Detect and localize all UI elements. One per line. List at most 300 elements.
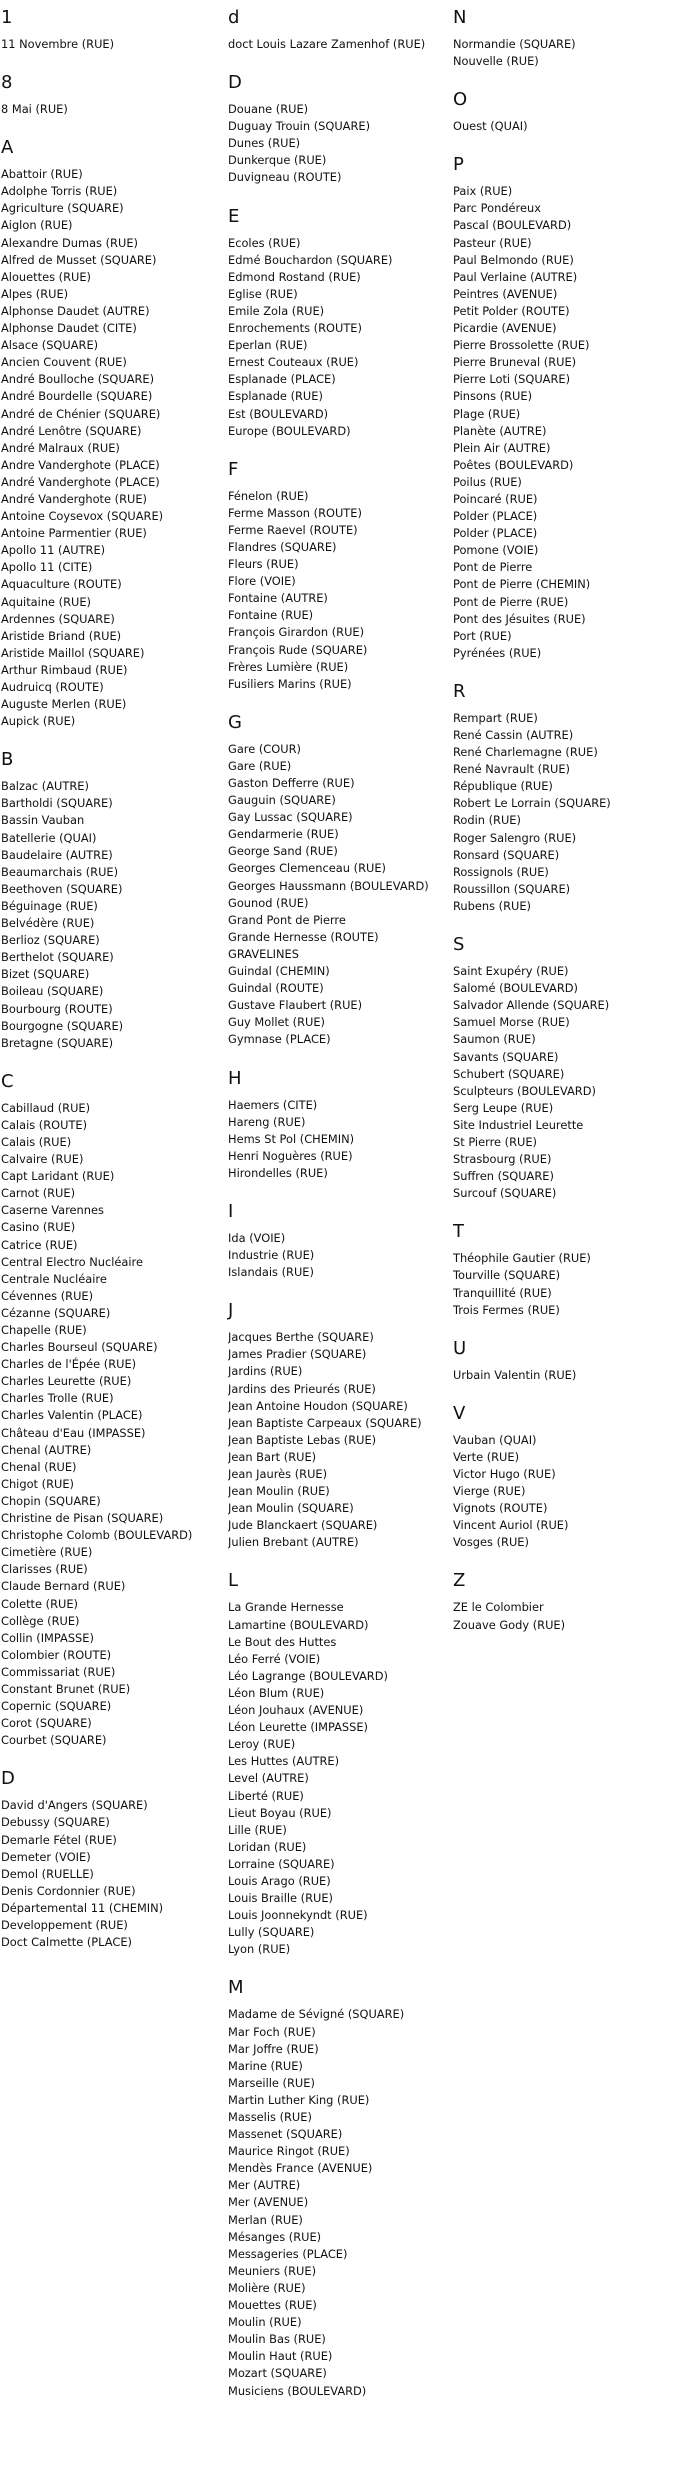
street-list bbox=[453, 36, 673, 70]
index-section bbox=[228, 6, 448, 71]
street-entry: Rossignols (RUE) bbox=[453, 864, 549, 879]
street-entry: Constant Brunet (RUE) bbox=[1, 1681, 131, 1696]
index-section bbox=[1, 6, 223, 71]
street-list bbox=[228, 1599, 448, 1958]
street-entry: Ouest (QUAI) bbox=[453, 119, 528, 134]
street-entry: Léo Lagrange (BOULEVARD) bbox=[228, 1668, 388, 1683]
street-entry: Apollo 11 (AUTRE) bbox=[1, 543, 106, 558]
street-entry: Charles Valentin (PLACE) bbox=[1, 1408, 143, 1423]
street-entry: Paul Verlaine (AUTRE) bbox=[453, 269, 578, 284]
street-entry: Guindal (CHEMIN) bbox=[228, 964, 330, 979]
street-entry: Vincent Auriol (RUE) bbox=[453, 1518, 569, 1533]
street-entry: Jean Moulin (SQUARE) bbox=[228, 1501, 354, 1516]
street-entry: Collège (RUE) bbox=[1, 1613, 80, 1628]
street-list bbox=[453, 1250, 673, 1318]
section-spacer bbox=[1, 118, 223, 136]
street-entry: Pierre Loti (SQUARE) bbox=[453, 372, 571, 387]
street-entry: Jean Jaurès (RUE) bbox=[228, 1467, 328, 1481]
street-list bbox=[1, 36, 223, 53]
street-entry: Fontaine (RUE) bbox=[228, 608, 314, 623]
street-entry: Verte (RUE) bbox=[453, 1449, 520, 1464]
street-entry: Bourbourg (ROUTE) bbox=[1, 1001, 113, 1016]
street-entry: Courbet (SQUARE) bbox=[1, 1733, 107, 1748]
street-entry: Jean Antoine Houdon (SQUARE) bbox=[228, 1398, 408, 1413]
street-entry: Pasteur (RUE) bbox=[453, 235, 532, 250]
section-spacer bbox=[1, 1951, 223, 1969]
street-entry: Copernic (SQUARE) bbox=[1, 1699, 112, 1714]
index-section bbox=[1, 136, 223, 748]
street-entry: Arthur Rimbaud (RUE) bbox=[1, 662, 128, 677]
street-entry: Level (AUTRE) bbox=[228, 1771, 309, 1786]
section-letter-heading: O bbox=[453, 89, 468, 111]
street-entry: Auguste Merlen (RUE) bbox=[1, 697, 127, 712]
index-section bbox=[453, 1337, 673, 1402]
street-list bbox=[1, 1100, 223, 1750]
street-entry: Gauguin (SQUARE) bbox=[228, 793, 336, 808]
street-entry: Savants (SQUARE) bbox=[453, 1049, 559, 1064]
street-entry: Baudelaire (AUTRE) bbox=[1, 847, 113, 862]
street-entry: Beaumarchais (RUE) bbox=[1, 864, 119, 879]
street-entry: Central Electro Nucléaire bbox=[1, 1254, 143, 1269]
section-letter-heading: G bbox=[228, 711, 242, 733]
section-spacer bbox=[453, 1202, 673, 1220]
street-entry: Commissariat (RUE) bbox=[1, 1664, 116, 1679]
section-letter-heading: D bbox=[1, 1768, 15, 1790]
street-entry: Liberté (RUE) bbox=[228, 1788, 304, 1803]
street-entry: La Grande Hernesse bbox=[228, 1600, 344, 1615]
street-entry: St Pierre (RUE) bbox=[453, 1134, 537, 1149]
street-entry: Moulin Bas (RUE) bbox=[228, 2332, 326, 2347]
street-entry: Mozart (SQUARE) bbox=[228, 2366, 327, 2381]
index-section bbox=[1, 1070, 223, 1768]
street-entry: Cabillaud (RUE) bbox=[1, 1100, 91, 1115]
street-entry: Zouave Gody (RUE) bbox=[453, 1617, 566, 1632]
street-entry: Robert Le Lorrain (SQUARE) bbox=[453, 796, 611, 811]
street-entry: Corot (SQUARE) bbox=[1, 1716, 92, 1731]
street-list bbox=[228, 1329, 448, 1551]
street-entry: Poincaré (RUE) bbox=[453, 491, 538, 506]
street-entry: Batellerie (QUAI) bbox=[1, 830, 97, 845]
section-letter-heading: 8 bbox=[1, 72, 13, 94]
street-list bbox=[228, 741, 448, 1049]
street-entry: Vierge (RUE) bbox=[453, 1484, 526, 1499]
street-entry: Rodin (RUE) bbox=[453, 813, 521, 828]
street-entry: Adolphe Torris (RUE) bbox=[1, 184, 118, 199]
street-entry: Pont des Jésuites (RUE) bbox=[453, 611, 586, 626]
street-list bbox=[453, 1367, 673, 1384]
section-spacer bbox=[453, 1551, 673, 1569]
street-entry: Mouettes (RUE) bbox=[228, 2298, 317, 2313]
street-entry: Fleurs (RUE) bbox=[228, 557, 299, 572]
street-list bbox=[453, 183, 673, 662]
street-entry: Duguay Trouin (SQUARE) bbox=[228, 119, 371, 134]
index-section bbox=[1, 748, 223, 1070]
street-entry: Industrie (RUE) bbox=[228, 1248, 315, 1263]
street-entry: Alsace (SQUARE) bbox=[1, 338, 99, 353]
street-entry: Cézanne (SQUARE) bbox=[1, 1305, 111, 1320]
street-entry: Jean Baptiste Lebas (RUE) bbox=[228, 1432, 377, 1447]
street-entry: Gaston Defferre (RUE) bbox=[228, 776, 355, 790]
street-entry: Alexandre Dumas (RUE) bbox=[1, 235, 138, 250]
street-entry: Jacques Berthe (SQUARE) bbox=[228, 1330, 374, 1345]
street-entry: Eglise (RUE) bbox=[228, 286, 298, 301]
street-entry: Vosges (RUE) bbox=[453, 1535, 529, 1550]
street-entry: Pont de Pierre (RUE) bbox=[453, 594, 569, 609]
street-entry: Boileau (SQUARE) bbox=[1, 984, 104, 999]
street-entry: Alphonse Daudet (CITE) bbox=[1, 321, 137, 336]
street-entry: Bizet (SQUARE) bbox=[1, 967, 90, 982]
index-section bbox=[453, 6, 673, 88]
street-entry: Fénelon (RUE) bbox=[228, 488, 309, 503]
street-list bbox=[453, 118, 673, 135]
section-letter-heading: T bbox=[453, 1221, 464, 1243]
street-entry: Ronsard (SQUARE) bbox=[453, 847, 560, 862]
street-entry: Pascal (BOULEVARD) bbox=[453, 218, 572, 233]
street-entry: Bassin Vauban bbox=[1, 813, 85, 828]
index-section bbox=[453, 153, 673, 680]
street-entry: Agriculture (SQUARE) bbox=[1, 201, 124, 216]
street-entry: Haemers (CITE) bbox=[228, 1097, 318, 1112]
street-entry: René Navrault (RUE) bbox=[453, 762, 570, 777]
street-entry: Alouettes (RUE) bbox=[1, 269, 91, 284]
street-entry: 11 Novembre (RUE) bbox=[1, 37, 115, 51]
street-entry: Rubens (RUE) bbox=[453, 898, 531, 913]
street-entry: Saint Exupéry (RUE) bbox=[453, 964, 569, 979]
street-entry: Nouvelle (RUE) bbox=[453, 54, 539, 69]
street-entry: Parc Pondéreux bbox=[453, 201, 541, 216]
street-entry: GRAVELINES bbox=[228, 946, 299, 961]
street-entry: David d'Angers (SQUARE) bbox=[1, 1798, 148, 1813]
street-entry: Doct Calmette (PLACE) bbox=[1, 1935, 132, 1950]
index-section bbox=[228, 1200, 448, 1299]
street-entry: Aristide Maillol (SQUARE) bbox=[1, 645, 145, 660]
street-entry: Plein Air (AUTRE) bbox=[453, 440, 551, 455]
section-letter-heading: d bbox=[228, 7, 240, 28]
street-entry: Poêtes (BOULEVARD) bbox=[453, 457, 574, 472]
street-entry: Georges Haussmann (BOULEVARD) bbox=[228, 878, 429, 893]
street-entry: Jean Bart (RUE) bbox=[228, 1449, 317, 1464]
street-entry: Est (BOULEVARD) bbox=[228, 406, 329, 421]
street-entry: Collin (IMPASSE) bbox=[1, 1630, 94, 1645]
index-section bbox=[228, 71, 448, 204]
index-column-2 bbox=[225, 0, 450, 2418]
section-letter-heading: J bbox=[228, 1300, 234, 1322]
street-entry: Meuniers (RUE) bbox=[228, 2263, 317, 2278]
street-entry: Denis Cordonnier (RUE) bbox=[1, 1883, 136, 1898]
street-entry: Aupick (RUE) bbox=[1, 714, 76, 729]
street-entry: Calais (ROUTE) bbox=[1, 1117, 88, 1132]
street-entry: Plage (RUE) bbox=[453, 406, 521, 421]
street-entry: Berlioz (SQUARE) bbox=[1, 933, 100, 948]
street-entry: Lully (SQUARE) bbox=[228, 1925, 315, 1940]
street-entry: Lille (RUE) bbox=[228, 1822, 287, 1837]
street-entry: Louis Braille (RUE) bbox=[228, 1891, 333, 1906]
street-entry: André Bourdelle (SQUARE) bbox=[1, 389, 153, 404]
street-entry: Léon Blum (RUE) bbox=[228, 1685, 325, 1700]
street-entry: Gustave Flaubert (RUE) bbox=[228, 998, 363, 1013]
street-list bbox=[1, 101, 223, 118]
street-entry: Merlan (RUE) bbox=[228, 2212, 303, 2227]
street-entry: Calvaire (RUE) bbox=[1, 1152, 84, 1167]
street-entry: 8 Mai (RUE) bbox=[1, 102, 68, 117]
street-entry: Messageries (PLACE) bbox=[228, 2246, 348, 2261]
street-entry: Tourville (SQUARE) bbox=[453, 1268, 561, 1283]
index-section bbox=[228, 1976, 448, 2417]
street-entry: Chigot (RUE) bbox=[1, 1476, 74, 1491]
street-entry: François Rude (SQUARE) bbox=[228, 642, 368, 657]
street-entry: Duvigneau (ROUTE) bbox=[228, 170, 342, 185]
street-entry: Casino (RUE) bbox=[1, 1220, 76, 1235]
index-section bbox=[228, 1569, 448, 1976]
index-section bbox=[453, 680, 673, 933]
index-column-1 bbox=[0, 0, 225, 1969]
street-entry: Maurice Ringot (RUE) bbox=[228, 2144, 350, 2159]
index-section bbox=[228, 711, 448, 1067]
street-entry: François Girardon (RUE) bbox=[228, 625, 365, 640]
street-entry: Schubert (SQUARE) bbox=[453, 1066, 565, 1081]
street-entry: Samuel Morse (RUE) bbox=[453, 1015, 570, 1030]
street-list bbox=[1, 166, 223, 730]
street-entry: Julien Brebant (AUTRE) bbox=[228, 1535, 359, 1550]
street-entry: Charles Leurette (RUE) bbox=[1, 1374, 132, 1389]
street-entry: René Cassin (AUTRE) bbox=[453, 728, 574, 742]
section-spacer bbox=[453, 70, 673, 88]
street-entry: Ardennes (SQUARE) bbox=[1, 611, 115, 626]
street-entry: Andre Vanderghote (PLACE) bbox=[1, 457, 160, 472]
street-entry: Marine (RUE) bbox=[228, 2058, 303, 2073]
street-entry: Le Bout des Huttes bbox=[228, 1634, 337, 1649]
index-section bbox=[453, 88, 673, 153]
section-letter-heading: M bbox=[228, 1977, 244, 1999]
street-entry: Hirondelles (RUE) bbox=[228, 1165, 328, 1180]
street-entry: Pierre Brossolette (RUE) bbox=[453, 338, 590, 353]
street-entry: André Vanderghote (PLACE) bbox=[1, 474, 160, 489]
index-section bbox=[228, 205, 448, 458]
section-letter-heading: D bbox=[228, 72, 242, 94]
street-entry: Edmond Rostand (RUE) bbox=[228, 269, 361, 284]
section-spacer bbox=[453, 135, 673, 153]
street-entry: Charles Bourseul (SQUARE) bbox=[1, 1340, 158, 1355]
street-entry: Loridan (RUE) bbox=[228, 1839, 307, 1854]
street-entry: Salomé (BOULEVARD) bbox=[453, 981, 578, 996]
street-list bbox=[453, 1432, 673, 1552]
street-entry: Grand Pont de Pierre bbox=[228, 912, 346, 927]
street-entry: Guindal (ROUTE) bbox=[228, 981, 324, 996]
section-spacer bbox=[1, 1052, 223, 1070]
street-entry: Mésanges (RUE) bbox=[228, 2229, 322, 2244]
street-entry: Jardins des Prieurés (RUE) bbox=[228, 1381, 376, 1396]
street-entry: Molière (RUE) bbox=[228, 2280, 306, 2295]
street-entry: Hems St Pol (CHEMIN) bbox=[228, 1131, 355, 1146]
street-entry: Alpes (RUE) bbox=[1, 286, 69, 301]
street-entry: Pierre Bruneval (RUE) bbox=[453, 355, 577, 370]
street-entry: André Lenôtre (SQUARE) bbox=[1, 423, 142, 438]
street-entry: Pont de Pierre bbox=[453, 560, 533, 575]
section-letter-heading: C bbox=[1, 1070, 14, 1092]
street-list bbox=[453, 710, 673, 915]
street-entry: Charles Trolle (RUE) bbox=[1, 1391, 114, 1406]
street-entry: Catrice (RUE) bbox=[1, 1237, 78, 1252]
street-entry: Port (RUE) bbox=[453, 628, 512, 643]
street-entry: Musiciens (BOULEVARD) bbox=[228, 2383, 367, 2398]
street-entry: Lieut Boyau (RUE) bbox=[228, 1805, 332, 1820]
index-section bbox=[453, 1569, 673, 1651]
section-letter-heading: R bbox=[453, 680, 466, 702]
street-entry: Flore (VOIE) bbox=[228, 574, 296, 589]
street-list bbox=[228, 488, 448, 693]
street-entry: Polder (PLACE) bbox=[453, 526, 538, 541]
street-entry: Picardie (AVENUE) bbox=[453, 321, 557, 336]
street-entry: Edmé Bouchardon (SQUARE) bbox=[228, 252, 393, 267]
street-entry: Château d'Eau (IMPASSE) bbox=[1, 1425, 146, 1440]
street-entry: Berthelot (SQUARE) bbox=[1, 950, 114, 965]
street-entry: Aquaculture (ROUTE) bbox=[1, 577, 122, 592]
street-entry: Demeter (VOIE) bbox=[1, 1849, 91, 1864]
section-letter-heading: Z bbox=[453, 1570, 466, 1592]
street-entry: Islandais (RUE) bbox=[228, 1265, 314, 1280]
street-entry: Antoine Parmentier (RUE) bbox=[1, 526, 147, 541]
section-spacer bbox=[228, 1182, 448, 1200]
street-entry: George Sand (RUE) bbox=[228, 844, 338, 859]
street-entry: Ancien Couvent (RUE) bbox=[1, 355, 127, 370]
section-letter-heading: I bbox=[228, 1200, 234, 1222]
section-letter-heading: A bbox=[1, 137, 14, 159]
street-entry: Lamartine (BOULEVARD) bbox=[228, 1617, 369, 1632]
street-entry: Départemental 11 (CHEMIN) bbox=[1, 1900, 164, 1915]
index-section bbox=[1, 71, 223, 136]
street-entry: Fontaine (AUTRE) bbox=[228, 591, 328, 606]
street-entry: Grande Hernesse (ROUTE) bbox=[228, 929, 379, 944]
street-entry: Demol (RUELLE) bbox=[1, 1866, 94, 1881]
street-entry: Ernest Couteaux (RUE) bbox=[228, 355, 359, 370]
street-entry: Hareng (RUE) bbox=[228, 1114, 306, 1129]
street-entry: Aiglon (RUE) bbox=[1, 218, 73, 233]
section-letter-heading: B bbox=[1, 749, 14, 771]
street-entry: Christophe Colomb (BOULEVARD) bbox=[1, 1528, 193, 1543]
section-spacer bbox=[453, 662, 673, 680]
section-spacer bbox=[228, 1958, 448, 1976]
street-entry: Audruicq (ROUTE) bbox=[1, 680, 104, 694]
street-entry: Gay Lussac (SQUARE) bbox=[228, 810, 353, 825]
street-entry: Gare (RUE) bbox=[228, 758, 292, 773]
street-entry: Beethoven (SQUARE) bbox=[1, 881, 123, 896]
section-letter-heading: E bbox=[228, 205, 240, 227]
street-entry: Masselis (RUE) bbox=[228, 2110, 312, 2124]
street-entry: André Malraux (RUE) bbox=[1, 440, 120, 455]
street-entry: Debussy (SQUARE) bbox=[1, 1815, 110, 1830]
street-entry: Centrale Nucléaire bbox=[1, 1271, 107, 1286]
street-entry: Peintres (AVENUE) bbox=[453, 286, 558, 301]
street-list bbox=[228, 36, 448, 53]
section-spacer bbox=[228, 2400, 448, 2418]
section-spacer bbox=[228, 1551, 448, 1569]
street-entry: Esplanade (RUE) bbox=[228, 389, 323, 404]
street-list bbox=[1, 778, 223, 1052]
street-entry: Suffren (SQUARE) bbox=[453, 1169, 554, 1184]
index-section bbox=[453, 1220, 673, 1336]
street-entry: Gounod (RUE) bbox=[228, 895, 309, 910]
street-entry: Petit Polder (ROUTE) bbox=[453, 303, 570, 318]
section-letter-heading: S bbox=[453, 934, 465, 956]
street-entry: Caserne Varennes bbox=[1, 1203, 104, 1218]
street-list bbox=[228, 235, 448, 440]
street-list bbox=[1, 1797, 223, 1951]
street-entry: Enrochements (ROUTE) bbox=[228, 321, 362, 336]
street-entry: Gare (COUR) bbox=[228, 741, 301, 756]
section-letter-heading: F bbox=[228, 458, 239, 480]
street-entry: Louis Arago (RUE) bbox=[228, 1873, 331, 1888]
street-entry: Trois Fermes (RUE) bbox=[453, 1302, 560, 1317]
street-list bbox=[453, 963, 673, 1202]
street-entry: Surcouf (SQUARE) bbox=[453, 1186, 557, 1201]
street-entry: Alfred de Musset (SQUARE) bbox=[1, 252, 157, 267]
section-spacer bbox=[1, 1749, 223, 1767]
street-entry: doct Louis Lazare Zamenhof (RUE) bbox=[228, 37, 426, 51]
street-entry: Europe (BOULEVARD) bbox=[228, 423, 351, 438]
street-entry: Mer (AUTRE) bbox=[228, 2178, 301, 2193]
street-entry: Balzac (AUTRE) bbox=[1, 779, 89, 794]
section-spacer bbox=[228, 1049, 448, 1067]
street-entry: Salvador Allende (SQUARE) bbox=[453, 998, 610, 1013]
street-entry: Jude Blanckaert (SQUARE) bbox=[228, 1518, 378, 1533]
street-entry: Léon Leurette (IMPASSE) bbox=[228, 1720, 369, 1735]
street-entry: Pyrénées (RUE) bbox=[453, 645, 542, 660]
street-entry: Antoine Coysevox (SQUARE) bbox=[1, 509, 164, 524]
street-entry: James Pradier (SQUARE) bbox=[228, 1347, 367, 1362]
index-section bbox=[228, 458, 448, 711]
section-letter-heading: L bbox=[228, 1570, 239, 1592]
section-spacer bbox=[453, 915, 673, 933]
street-entry: Mar Foch (RUE) bbox=[228, 2024, 316, 2039]
section-letter-heading: U bbox=[453, 1337, 467, 1359]
street-entry: Aquitaine (RUE) bbox=[1, 594, 92, 609]
street-entry: Bretagne (SQUARE) bbox=[1, 1035, 114, 1050]
section-letter-heading: 1 bbox=[1, 7, 13, 28]
street-entry: Léon Jouhaux (AVENUE) bbox=[228, 1703, 364, 1718]
street-entry: Martin Luther King (RUE) bbox=[228, 2092, 370, 2107]
street-entry: Béguinage (RUE) bbox=[1, 898, 98, 913]
street-entry: Victor Hugo (RUE) bbox=[453, 1467, 556, 1481]
section-spacer bbox=[453, 1384, 673, 1402]
street-entry: Louis Joonnekyndt (RUE) bbox=[228, 1908, 368, 1923]
street-entry: Pont de Pierre (CHEMIN) bbox=[453, 577, 591, 592]
street-entry: Planète (AUTRE) bbox=[453, 423, 547, 438]
street-entry: Demarle Fétel (RUE) bbox=[1, 1832, 117, 1847]
section-spacer bbox=[1, 53, 223, 71]
street-entry: Ecoles (RUE) bbox=[228, 235, 301, 250]
section-spacer bbox=[453, 1634, 673, 1652]
street-list bbox=[453, 1599, 673, 1633]
street-entry: Vauban (QUAI) bbox=[453, 1432, 537, 1447]
street-entry: Apollo 11 (CITE) bbox=[1, 560, 93, 575]
street-list bbox=[228, 101, 448, 186]
street-entry: Pinsons (RUE) bbox=[453, 389, 533, 404]
street-entry: Théophile Gautier (RUE) bbox=[453, 1251, 591, 1266]
street-entry: Colette (RUE) bbox=[1, 1596, 78, 1611]
street-entry: Bourgogne (SQUARE) bbox=[1, 1018, 124, 1033]
section-spacer bbox=[228, 187, 448, 205]
street-entry: Alphonse Daudet (AUTRE) bbox=[1, 303, 150, 318]
street-entry: Mer (AVENUE) bbox=[228, 2195, 309, 2210]
street-entry: Site Industriel Leurette bbox=[453, 1117, 584, 1132]
street-entry: Madame de Sévigné (SQUARE) bbox=[228, 2007, 405, 2022]
street-entry: Dunes (RUE) bbox=[228, 136, 301, 151]
street-entry: Massenet (SQUARE) bbox=[228, 2127, 343, 2142]
street-entry: Sculpteurs (BOULEVARD) bbox=[453, 1083, 596, 1098]
street-entry: Roussillon (SQUARE) bbox=[453, 881, 571, 896]
street-entry: Marseille (RUE) bbox=[228, 2075, 315, 2090]
section-spacer bbox=[453, 1319, 673, 1337]
